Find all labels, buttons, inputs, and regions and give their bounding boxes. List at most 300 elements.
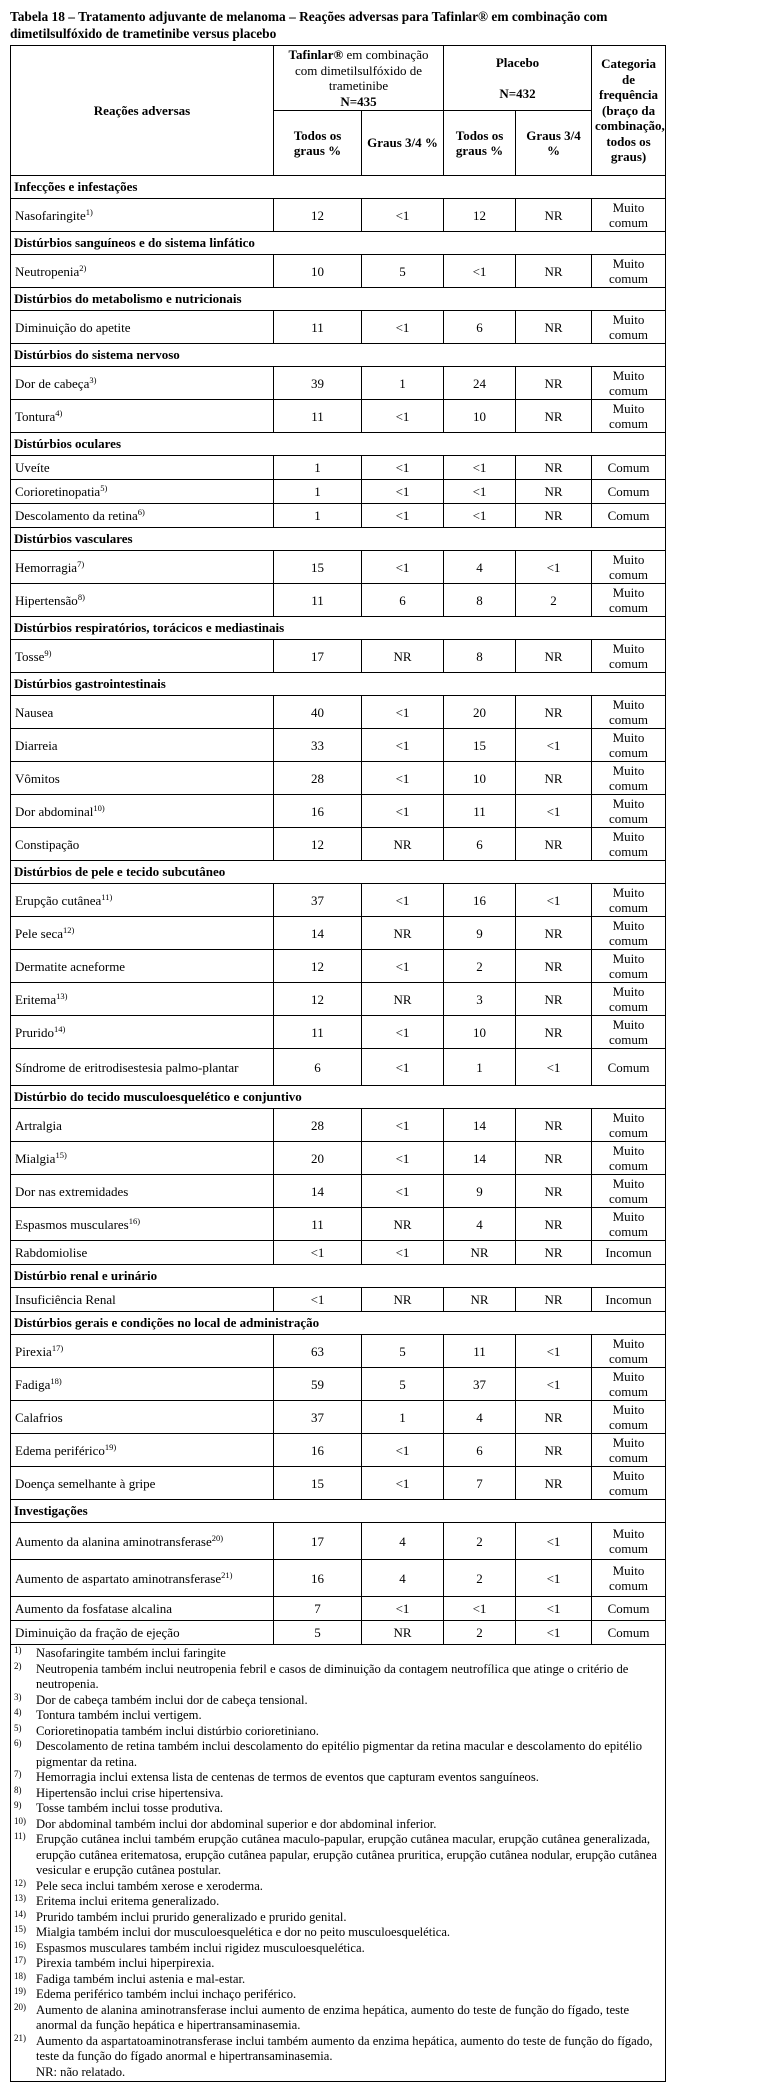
tafinlar-grades34-cell: 4 bbox=[362, 1560, 444, 1597]
table-row bbox=[11, 199, 666, 232]
placebo-grades34-cell: NR bbox=[516, 367, 592, 400]
placebo-all-grades-cell: 15 bbox=[444, 729, 516, 762]
footnote-ref: 21) bbox=[221, 1569, 233, 1580]
table-row bbox=[11, 1049, 666, 1086]
reaction-name: Aumento da alanina aminotransferase bbox=[15, 1533, 212, 1549]
reaction-cell bbox=[11, 1175, 274, 1208]
category-label: Distúrbios do sistema nervoso bbox=[11, 344, 666, 367]
frequency-category-cell: Comum bbox=[592, 480, 666, 504]
table-row bbox=[11, 917, 666, 950]
footnote-ref: 9) bbox=[44, 647, 52, 658]
reaction-name: Diminuição do apetite bbox=[15, 319, 131, 335]
footnote bbox=[14, 1832, 662, 1879]
placebo-all-grades-cell: 1 bbox=[444, 1049, 516, 1086]
tafinlar-all-grades-header: Todos os graus % bbox=[274, 111, 362, 176]
reaction-name: Descolamento da retina bbox=[15, 508, 138, 523]
reaction-cell bbox=[11, 828, 274, 861]
table-row bbox=[11, 255, 666, 288]
placebo-grades34-cell: <1 bbox=[516, 1560, 592, 1597]
placebo-grades34-cell: NR bbox=[516, 1288, 592, 1312]
footnote-text: Neutropenia também inclui neutropenia febril e casos de diminuição da contagem neutrofílica que atinge o critério de neutropenia. bbox=[36, 1661, 629, 1691]
reaction-cell bbox=[11, 795, 274, 828]
tafinlar-all-grades-cell: 16 bbox=[274, 1560, 362, 1597]
reaction-cell bbox=[11, 1368, 274, 1401]
reaction-cell bbox=[11, 1621, 274, 1645]
placebo-grades34-cell: NR bbox=[516, 1241, 592, 1265]
tafinlar-desc: em combinação com dimetilsulfóxido de trametinibe bbox=[294, 47, 429, 93]
footnote-ref: 16) bbox=[128, 1215, 141, 1226]
frequency-category-cell: Muito comum bbox=[592, 1335, 666, 1368]
tafinlar-all-grades-cell: 12 bbox=[274, 828, 362, 861]
footnote bbox=[14, 1801, 662, 1817]
placebo-n: N=432 bbox=[499, 85, 536, 101]
table-row bbox=[11, 1288, 666, 1312]
tafinlar-grades34-header: Graus 3/4 % bbox=[362, 111, 444, 176]
reaction-cell bbox=[11, 1241, 274, 1265]
category-label: Distúrbio do tecido musculoesquelético e conjuntivo bbox=[11, 1086, 666, 1109]
tafinlar-all-grades-cell: 16 bbox=[274, 1434, 362, 1467]
footnote bbox=[14, 1646, 662, 1662]
reaction-name: Síndrome de eritrodisestesia palmo-plantar bbox=[15, 1059, 239, 1075]
tafinlar-grades34-cell: <1 bbox=[362, 311, 444, 344]
placebo-all-grades-cell: 10 bbox=[444, 762, 516, 795]
reaction-name: Doença semelhante à gripe bbox=[15, 1475, 156, 1491]
tafinlar-grades34-cell: 4 bbox=[362, 1523, 444, 1560]
placebo-grades34-cell: NR bbox=[516, 1401, 592, 1434]
placebo-all-grades-cell: 11 bbox=[444, 795, 516, 828]
reaction-name: Dor abdominal bbox=[15, 803, 94, 819]
frequency-category-cell: Muito comum bbox=[592, 795, 666, 828]
placebo-all-grades-cell: 9 bbox=[444, 917, 516, 950]
table-row bbox=[11, 640, 666, 673]
tafinlar-all-grades-cell: 16 bbox=[274, 795, 362, 828]
footnote-ref: 4) bbox=[55, 407, 63, 418]
category-label: Distúrbios do metabolismo e nutricionais bbox=[11, 288, 666, 311]
footnote bbox=[14, 1987, 662, 2003]
tafinlar-all-grades-cell: 1 bbox=[274, 504, 362, 528]
frequency-category-cell: Incomun bbox=[592, 1241, 666, 1265]
placebo-all-grades-cell: 8 bbox=[444, 584, 516, 617]
footnote bbox=[14, 1770, 662, 1786]
tafinlar-all-grades-cell: 12 bbox=[274, 950, 362, 983]
reaction-cell bbox=[11, 1109, 274, 1142]
category-label: Distúrbios gerais e condições no local de administração bbox=[11, 1312, 666, 1335]
footnotes bbox=[11, 1645, 666, 2082]
footnote-key: 9) bbox=[14, 1800, 22, 1810]
placebo-grades34-cell: 2 bbox=[516, 584, 592, 617]
reaction-name: Fadiga bbox=[15, 1376, 51, 1392]
reaction-name: Eritema bbox=[15, 991, 57, 1007]
footnote bbox=[14, 2034, 662, 2065]
tafinlar-grades34-cell: <1 bbox=[362, 884, 444, 917]
table-row bbox=[11, 1597, 666, 1621]
table-row bbox=[11, 480, 666, 504]
category-row bbox=[11, 1265, 666, 1288]
table-row bbox=[11, 367, 666, 400]
tafinlar-all-grades-cell: 20 bbox=[274, 1142, 362, 1175]
placebo-grades34-cell: NR bbox=[516, 1175, 592, 1208]
tafinlar-grades34-cell: NR bbox=[362, 917, 444, 950]
placebo-grades34-cell: NR bbox=[516, 828, 592, 861]
category-label: Investigações bbox=[11, 1500, 666, 1523]
reaction-name: Prurido bbox=[15, 1024, 54, 1040]
footnote-key: 11) bbox=[14, 1831, 26, 1841]
category-label: Distúrbios respiratórios, torácicos e mediastinais bbox=[11, 617, 666, 640]
table-row bbox=[11, 456, 666, 480]
reaction-name: Tontura bbox=[15, 408, 56, 424]
reaction-name: Uveíte bbox=[15, 460, 50, 475]
tafinlar-n: N=435 bbox=[340, 93, 377, 109]
frequency-category-cell: Muito comum bbox=[592, 311, 666, 344]
reaction-cell bbox=[11, 456, 274, 480]
tafinlar-grades34-cell: NR bbox=[362, 983, 444, 1016]
category-row bbox=[11, 528, 666, 551]
placebo-grades34-cell: NR bbox=[516, 1467, 592, 1500]
reaction-name: Pirexia bbox=[15, 1343, 52, 1359]
placebo-grades34-cell: NR bbox=[516, 762, 592, 795]
placebo-all-grades-cell: 11 bbox=[444, 1335, 516, 1368]
tafinlar-grades34-cell: <1 bbox=[362, 1109, 444, 1142]
placebo-all-grades-cell: <1 bbox=[444, 1597, 516, 1621]
footnote-key: 7) bbox=[14, 1769, 22, 1779]
footnote-ref: 5) bbox=[100, 483, 108, 493]
footnote-key: 5) bbox=[14, 1722, 22, 1733]
category-label: Distúrbios gastrointestinais bbox=[11, 673, 666, 696]
frequency-category-cell: Muito comum bbox=[592, 1368, 666, 1401]
footnote-text: Aumento de alanina aminotransferase inclui aumento de enzima hepática, aumento do teste de função do fígado, teste anormal da função hepática e hipertransaminasemia. bbox=[36, 2002, 630, 2032]
footnote bbox=[14, 1817, 662, 1833]
tafinlar-grades34-cell: <1 bbox=[362, 400, 444, 433]
table-row bbox=[11, 1467, 666, 1500]
footnote-key: 16) bbox=[14, 1939, 26, 1950]
footnote bbox=[14, 1941, 662, 1957]
category-label: Distúrbio renal e urinário bbox=[11, 1265, 666, 1288]
footnote-text: Hemorragia inclui extensa lista de centenas de termos de eventos que capturam eventos sanguíneos. bbox=[36, 1770, 539, 1784]
tafinlar-all-grades-cell: 11 bbox=[274, 311, 362, 344]
placebo-grades34-cell: NR bbox=[516, 1434, 592, 1467]
footnote-text: Nasofaringite também inclui faringite bbox=[36, 1646, 226, 1660]
table-row bbox=[11, 1175, 666, 1208]
frequency-category-cell: Muito comum bbox=[592, 1560, 666, 1597]
reaction-cell bbox=[11, 1288, 274, 1312]
category-row bbox=[11, 433, 666, 456]
footnote-ref: 11) bbox=[101, 891, 113, 902]
frequency-category-cell: Muito comum bbox=[592, 917, 666, 950]
reaction-name: Espasmos musculares bbox=[15, 1216, 129, 1232]
footnote bbox=[14, 1972, 662, 1988]
tafinlar-grades34-cell: <1 bbox=[362, 762, 444, 795]
footnote-ref: 19) bbox=[104, 1441, 117, 1452]
tafinlar-all-grades-cell: 28 bbox=[274, 1109, 362, 1142]
footnote-text: Erupção cutânea inclui também erupção cutânea maculo-papular, erupção cutânea macular, erupção cutânea generalizada, erupção cutânea eritematosa, erupção cutânea papular, erupção cutânea pruritica, erupção cutânea nodular, erupção cutânea vesicular e erupção cutânea postular. bbox=[36, 1832, 657, 1877]
placebo-grades34-cell: NR bbox=[516, 1109, 592, 1142]
reaction-name: Dor nas extremidades bbox=[15, 1183, 129, 1199]
tafinlar-all-grades-cell: 28 bbox=[274, 762, 362, 795]
category-row bbox=[11, 288, 666, 311]
category-row bbox=[11, 1500, 666, 1523]
footnote-key: 17) bbox=[14, 1955, 26, 1965]
frequency-category-cell: Muito comum bbox=[592, 1109, 666, 1142]
placebo-grades34-cell: <1 bbox=[516, 1335, 592, 1368]
placebo-all-grades-cell: 12 bbox=[444, 199, 516, 232]
reaction-name: Dermatite acneforme bbox=[15, 958, 126, 974]
footnote-key: 10) bbox=[14, 1815, 26, 1826]
frequency-category-cell: Muito comum bbox=[592, 1016, 666, 1049]
tafinlar-all-grades-cell: 11 bbox=[274, 1208, 362, 1241]
placebo-all-grades-cell: 2 bbox=[444, 950, 516, 983]
footnote bbox=[14, 1956, 662, 1972]
adverse-reactions-table bbox=[10, 45, 666, 2082]
reaction-name: Erupção cutânea bbox=[15, 892, 102, 908]
footnote bbox=[14, 2003, 662, 2034]
table-row bbox=[11, 828, 666, 861]
placebo-grades34-cell: NR bbox=[516, 1142, 592, 1175]
footnote-ref: 7) bbox=[77, 558, 85, 569]
footnote-ref: 1) bbox=[85, 206, 93, 217]
tafinlar-all-grades-cell: 5 bbox=[274, 1621, 362, 1645]
footnote-key: 1) bbox=[14, 1645, 22, 1655]
footnote bbox=[14, 1910, 662, 1926]
table-row bbox=[11, 1368, 666, 1401]
tafinlar-grades34-cell: <1 bbox=[362, 199, 444, 232]
tafinlar-grades34-cell: 1 bbox=[362, 1401, 444, 1434]
frequency-category-cell: Muito comum bbox=[592, 199, 666, 232]
category-label: Distúrbios de pele e tecido subcutâneo bbox=[11, 861, 666, 884]
placebo-all-grades-cell: 6 bbox=[444, 828, 516, 861]
footnote bbox=[14, 1786, 662, 1802]
table-title: Tabela 18 – Tratamento adjuvante de melanoma – Reações adversas para Tafinlar® em combinação com dimetilsulfóxido de trametinibe versus placebo bbox=[10, 9, 608, 41]
footnote-text: Pirexia também inclui hiperpirexia. bbox=[36, 1956, 215, 1970]
tafinlar-all-grades-cell: 12 bbox=[274, 983, 362, 1016]
tafinlar-grades34-cell: 6 bbox=[362, 584, 444, 617]
category-row bbox=[11, 673, 666, 696]
reaction-cell bbox=[11, 311, 274, 344]
placebo-grades34-cell: NR bbox=[516, 640, 592, 673]
placebo-all-grades-cell: 14 bbox=[444, 1109, 516, 1142]
reaction-cell bbox=[11, 199, 274, 232]
reaction-name: Rabdomiolise bbox=[15, 1245, 88, 1260]
reaction-name: Neutropenia bbox=[15, 263, 80, 279]
tafinlar-grades34-cell: 5 bbox=[362, 255, 444, 288]
tafinlar-grades34-cell: NR bbox=[362, 828, 444, 861]
tafinlar-all-grades-cell: 14 bbox=[274, 917, 362, 950]
placebo-grades34-cell: NR bbox=[516, 1208, 592, 1241]
reaction-cell bbox=[11, 255, 274, 288]
footnote-text: Eritema inclui eritema generalizado. bbox=[36, 1894, 220, 1908]
frequency-category-cell: Muito comum bbox=[592, 696, 666, 729]
category-row bbox=[11, 1086, 666, 1109]
placebo-all-grades-cell: 9 bbox=[444, 1175, 516, 1208]
reaction-cell bbox=[11, 367, 274, 400]
placebo-all-grades-cell: NR bbox=[444, 1241, 516, 1265]
placebo-grades34-header: Graus 3/4 % bbox=[516, 111, 592, 176]
table-row bbox=[11, 311, 666, 344]
footnote-text: Edema periférico também inclui inchaço periférico. bbox=[36, 1987, 297, 2001]
tafinlar-grades34-cell: <1 bbox=[362, 696, 444, 729]
tafinlar-grades34-cell: <1 bbox=[362, 551, 444, 584]
placebo-all-grades-cell: 7 bbox=[444, 1467, 516, 1500]
table-row bbox=[11, 1109, 666, 1142]
placebo-all-grades-cell: 3 bbox=[444, 983, 516, 1016]
footnote-key: 18) bbox=[14, 1970, 26, 1981]
tafinlar-grades34-cell: 5 bbox=[362, 1368, 444, 1401]
tafinlar-grades34-cell: <1 bbox=[362, 729, 444, 762]
tafinlar-all-grades-cell: 40 bbox=[274, 696, 362, 729]
reaction-name: Artralgia bbox=[15, 1117, 62, 1133]
placebo-all-grades-cell: 10 bbox=[444, 400, 516, 433]
category-row bbox=[11, 1312, 666, 1335]
placebo-grades34-cell: <1 bbox=[516, 884, 592, 917]
tafinlar-grades34-cell: <1 bbox=[362, 504, 444, 528]
document bbox=[10, 8, 665, 2082]
placebo-grades34-cell: NR bbox=[516, 480, 592, 504]
placebo-grades34-cell: NR bbox=[516, 504, 592, 528]
reaction-name: Aumento de aspartato aminotransferase bbox=[15, 1570, 222, 1586]
placebo-all-grades-cell: <1 bbox=[444, 504, 516, 528]
footnote bbox=[14, 1662, 662, 1693]
placebo-grades34-cell: <1 bbox=[516, 1523, 592, 1560]
reaction-name: Vômitos bbox=[15, 770, 60, 786]
tafinlar-all-grades-cell: 10 bbox=[274, 255, 362, 288]
category-label: Distúrbios sanguíneos e do sistema linfático bbox=[11, 232, 666, 255]
placebo-all-grades-cell: 37 bbox=[444, 1368, 516, 1401]
placebo-all-grades-cell: 6 bbox=[444, 311, 516, 344]
footnote-text: Espasmos musculares também inclui rigidez musculoesquelética. bbox=[36, 1940, 365, 1955]
nr-legend: NR: não relatado. bbox=[36, 2064, 126, 2079]
placebo-all-grades-cell: <1 bbox=[444, 480, 516, 504]
tafinlar-grades34-cell: <1 bbox=[362, 456, 444, 480]
footnote-text: Tosse também inclui tosse produtiva. bbox=[36, 1801, 223, 1815]
tafinlar-all-grades-cell: 63 bbox=[274, 1335, 362, 1368]
table-row bbox=[11, 551, 666, 584]
tafinlar-all-grades-cell: 17 bbox=[274, 1523, 362, 1560]
table-row bbox=[11, 696, 666, 729]
table-row bbox=[11, 1142, 666, 1175]
frequency-category-cell: Muito comum bbox=[592, 1401, 666, 1434]
reaction-cell bbox=[11, 1208, 274, 1241]
frequency-header: Categoria de frequência (braço da combinação, todos os graus) bbox=[592, 46, 666, 176]
reaction-name: Mialgia bbox=[15, 1150, 56, 1166]
category-row bbox=[11, 617, 666, 640]
placebo-all-grades-cell: 6 bbox=[444, 1434, 516, 1467]
frequency-category-cell: Muito comum bbox=[592, 884, 666, 917]
table-row bbox=[11, 1241, 666, 1265]
placebo-grades34-cell: <1 bbox=[516, 551, 592, 584]
tafinlar-group-header bbox=[274, 46, 444, 111]
reaction-name: Edema periférico bbox=[15, 1442, 105, 1458]
tafinlar-all-grades-cell: 11 bbox=[274, 584, 362, 617]
reaction-cell bbox=[11, 480, 274, 504]
reaction-name: Corioretinopatia bbox=[15, 484, 101, 499]
reaction-cell bbox=[11, 640, 274, 673]
table-row bbox=[11, 584, 666, 617]
footnote bbox=[14, 1879, 662, 1895]
frequency-category-cell: Muito comum bbox=[592, 584, 666, 617]
footnote-key: 14) bbox=[14, 1908, 26, 1919]
frequency-category-cell: Muito comum bbox=[592, 950, 666, 983]
tafinlar-grades34-cell: <1 bbox=[362, 1049, 444, 1086]
table-row bbox=[11, 950, 666, 983]
frequency-category-cell: Comum bbox=[592, 1621, 666, 1645]
footnote-ref: 8) bbox=[77, 591, 85, 602]
reaction-cell bbox=[11, 584, 274, 617]
tafinlar-all-grades-cell: 39 bbox=[274, 367, 362, 400]
table-body bbox=[11, 176, 666, 1645]
placebo-grades34-cell: NR bbox=[516, 400, 592, 433]
frequency-category-cell: Muito comum bbox=[592, 828, 666, 861]
placebo-grades34-cell: NR bbox=[516, 917, 592, 950]
footnote bbox=[14, 1708, 662, 1724]
reaction-cell bbox=[11, 1467, 274, 1500]
tafinlar-all-grades-cell: 15 bbox=[274, 551, 362, 584]
reaction-cell bbox=[11, 729, 274, 762]
tafinlar-all-grades-cell: 7 bbox=[274, 1597, 362, 1621]
tafinlar-grades34-cell: 5 bbox=[362, 1335, 444, 1368]
tafinlar-grades34-cell: <1 bbox=[362, 1597, 444, 1621]
table-row bbox=[11, 1335, 666, 1368]
tafinlar-all-grades-cell: 15 bbox=[274, 1467, 362, 1500]
category-label: Infecções e infestações bbox=[11, 176, 666, 199]
tafinlar-grades34-cell: <1 bbox=[362, 480, 444, 504]
table-row bbox=[11, 1208, 666, 1241]
footnote-key: 4) bbox=[14, 1707, 22, 1717]
reaction-name: Diarreia bbox=[15, 737, 58, 753]
placebo-grades34-cell: NR bbox=[516, 456, 592, 480]
tafinlar-all-grades-cell: 14 bbox=[274, 1175, 362, 1208]
footnote bbox=[14, 1894, 662, 1910]
footnote bbox=[14, 1693, 662, 1709]
table-row bbox=[11, 1560, 666, 1597]
reaction-name: Aumento da fosfatase alcalina bbox=[15, 1601, 173, 1616]
reaction-name: Diminuição da fração de ejeção bbox=[15, 1625, 180, 1640]
footnote bbox=[14, 1925, 662, 1941]
frequency-category-cell: Muito comum bbox=[592, 1467, 666, 1500]
frequency-category-cell: Muito comum bbox=[592, 255, 666, 288]
reaction-name: Pele seca bbox=[15, 925, 64, 941]
table-row bbox=[11, 1523, 666, 1560]
placebo-grades34-cell: <1 bbox=[516, 795, 592, 828]
category-row bbox=[11, 232, 666, 255]
placebo-grades34-cell: NR bbox=[516, 311, 592, 344]
reaction-cell bbox=[11, 1142, 274, 1175]
tafinlar-all-grades-cell: 1 bbox=[274, 480, 362, 504]
frequency-category-cell: Incomun bbox=[592, 1288, 666, 1312]
footnote-ref: 15) bbox=[55, 1149, 67, 1160]
footnote-text: Aumento da aspartatoaminotransferase inclui também aumento da enzima hepática, aumento do teste de função do fígado, teste da função do fígado anormal e hipertransaminasemia. bbox=[36, 2033, 653, 2063]
tafinlar-grades34-cell: <1 bbox=[362, 1175, 444, 1208]
footnote-text: Fadiga também inclui astenia e mal-estar. bbox=[36, 1971, 246, 1986]
footnote-ref: 3) bbox=[89, 374, 97, 385]
placebo-all-grades-cell: 20 bbox=[444, 696, 516, 729]
placebo-all-grades-cell: 4 bbox=[444, 551, 516, 584]
tafinlar-all-grades-cell: <1 bbox=[274, 1288, 362, 1312]
footnote-key: 19) bbox=[14, 1986, 26, 1996]
placebo-all-grades-cell: 10 bbox=[444, 1016, 516, 1049]
tafinlar-all-grades-cell: 6 bbox=[274, 1049, 362, 1086]
tafinlar-grades34-cell: <1 bbox=[362, 1241, 444, 1265]
placebo-grades34-cell: <1 bbox=[516, 1597, 592, 1621]
frequency-category-cell: Muito comum bbox=[592, 1208, 666, 1241]
reaction-cell bbox=[11, 917, 274, 950]
placebo-all-grades-cell: 8 bbox=[444, 640, 516, 673]
placebo-all-grades-cell: 14 bbox=[444, 1142, 516, 1175]
footnote-ref: 18) bbox=[50, 1375, 62, 1386]
table-row bbox=[11, 729, 666, 762]
placebo-name: Placebo bbox=[495, 54, 540, 70]
footnote-text: Dor abdominal também inclui dor abdominal superior e dor abdominal inferior. bbox=[36, 1816, 437, 1831]
tafinlar-grades34-cell: NR bbox=[362, 640, 444, 673]
footnote-text: Corioretinopatia também inclui distúrbio corioretiniano. bbox=[36, 1723, 319, 1738]
